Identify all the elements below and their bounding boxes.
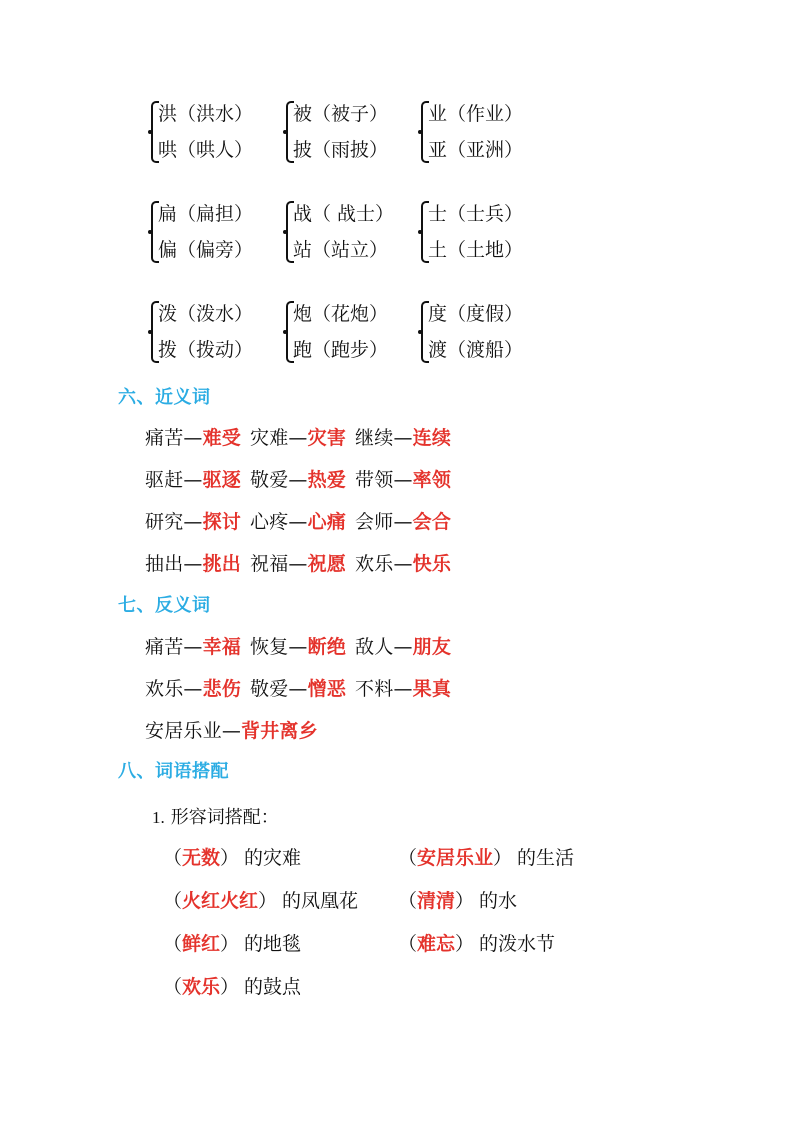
character-pairs-block: [148, 96, 708, 368]
pair-group-row: [148, 96, 708, 168]
pair-line-top: 泼（泼水）: [158, 303, 254, 325]
synonym-row: [145, 465, 451, 492]
collocation-close-paren: ）: [455, 890, 475, 912]
word-separator: —: [183, 469, 203, 491]
brace-icon: [148, 196, 157, 268]
pair-line-top: 洪（洪水）: [158, 103, 254, 125]
collocation-noun: 的鼓点: [244, 976, 302, 998]
pair-group: [148, 96, 283, 168]
word-base: 痛苦: [145, 427, 184, 449]
sub-item-label: 形容词搭配：: [170, 807, 279, 828]
pair-line-bottom: 亚（亚洲）: [428, 139, 524, 161]
brace-icon: [283, 196, 292, 268]
word-base: 心疼: [250, 511, 289, 533]
word-base: 欢乐: [355, 553, 394, 575]
word-answer: 背井离乡: [241, 720, 318, 742]
word-separator: —: [393, 469, 413, 491]
word-answer: 难受: [202, 427, 242, 449]
collocation-noun: 的生活: [517, 847, 575, 869]
collocation-close-paren: ）: [220, 847, 240, 869]
collocation-close-paren: ）: [493, 847, 513, 869]
brace-icon: [148, 96, 157, 168]
pair-line-bottom: 披（雨披）: [293, 139, 389, 161]
word-separator: —: [288, 636, 308, 658]
word-base: 不料: [355, 678, 394, 700]
word-separator: —: [183, 427, 203, 449]
word-pair: [250, 636, 346, 658]
collocation-item: [163, 972, 301, 999]
word-separator: —: [221, 720, 242, 742]
word-base: 驱赶: [145, 469, 184, 491]
word-pair: [145, 678, 241, 700]
word-answer: 幸福: [202, 636, 242, 658]
pair-line-bottom: 跑（跑步）: [293, 339, 389, 361]
pair-line-top: 业（作业）: [428, 103, 524, 125]
word-pair: [250, 678, 346, 700]
word-pair: [250, 511, 346, 533]
word-pair: [250, 553, 346, 575]
collocation-open-paren: （: [398, 890, 418, 912]
pair-group-row: [148, 196, 708, 268]
collocation-answer: 清清: [417, 890, 456, 912]
word-pair: [145, 469, 241, 491]
word-separator: —: [288, 678, 308, 700]
brace-icon: [283, 296, 292, 368]
pair-group: [418, 96, 553, 168]
pair-line-bottom: 偏（偏旁）: [158, 239, 254, 261]
pair-group: [148, 196, 283, 268]
pair-group: [283, 296, 418, 368]
pair-line-top: 炮（花炮）: [293, 303, 389, 325]
word-base: 敬爱: [250, 469, 289, 491]
word-base: 安居乐业: [145, 720, 222, 742]
word-separator: —: [393, 511, 413, 533]
pair-line-bottom: 土（土地）: [428, 239, 524, 261]
synonym-row: [145, 549, 451, 576]
word-answer: 率领: [412, 469, 452, 491]
pair-line-top: 战（ 战士）: [293, 203, 395, 225]
sub-item-adjective-collocation: [152, 803, 279, 829]
word-pair: [145, 720, 318, 742]
collocation-answer: 安居乐业: [417, 847, 494, 869]
collocation-item: [398, 886, 517, 913]
word-pair: [355, 469, 451, 491]
word-separator: —: [183, 553, 203, 575]
pair-group-row: [148, 296, 708, 368]
brace-icon: [283, 96, 292, 168]
word-base: 会师: [355, 511, 394, 533]
collocation-item: [163, 886, 358, 913]
collocation-item: [163, 929, 301, 956]
antonym-row: [145, 716, 318, 743]
word-base: 祝福: [250, 553, 289, 575]
word-answer: 快乐: [412, 553, 452, 575]
pair-line-bottom: 拨（拨动）: [158, 339, 254, 361]
word-pair: [355, 427, 451, 449]
section-heading-eight: 八、词语搭配: [118, 761, 229, 782]
word-base: 继续: [355, 427, 394, 449]
pair-group: [148, 296, 283, 368]
word-separator: —: [288, 427, 308, 449]
word-separator: —: [393, 553, 413, 575]
word-base: 研究: [145, 511, 184, 533]
word-separator: —: [393, 678, 413, 700]
word-base: 带领: [355, 469, 394, 491]
collocation-noun: 的泼水节: [479, 933, 556, 955]
brace-icon: [418, 296, 427, 368]
word-separator: —: [183, 511, 203, 533]
word-pair: [355, 511, 451, 533]
word-base: 痛苦: [145, 636, 184, 658]
word-answer: 朋友: [412, 636, 452, 658]
brace-icon: [148, 296, 157, 368]
word-separator: —: [288, 511, 308, 533]
word-pair: [145, 636, 241, 658]
pair-group: [418, 296, 553, 368]
word-answer: 连续: [412, 427, 452, 449]
word-pair: [355, 636, 451, 658]
brace-icon: [418, 96, 427, 168]
word-base: 欢乐: [145, 678, 184, 700]
collocation-close-paren: ）: [258, 890, 278, 912]
collocation-open-paren: （: [163, 933, 183, 955]
collocation-answer: 无数: [182, 847, 221, 869]
collocation-open-paren: （: [163, 847, 183, 869]
pair-line-top: 被（被子）: [293, 103, 389, 125]
word-answer: 憎恶: [307, 678, 347, 700]
word-base: 抽出: [145, 553, 184, 575]
word-answer: 热爱: [307, 469, 347, 491]
word-separator: —: [393, 636, 413, 658]
word-base: 恢复: [250, 636, 289, 658]
collocation-item: [398, 843, 574, 870]
collocation-open-paren: （: [398, 847, 418, 869]
collocation-noun: 的灾难: [244, 847, 302, 869]
collocation-answer: 火红火红: [182, 890, 259, 912]
word-separator: —: [183, 636, 203, 658]
collocation-noun: 的地毯: [244, 933, 302, 955]
collocation-noun: 的水: [479, 890, 518, 912]
word-separator: —: [288, 553, 308, 575]
word-answer: 悲伤: [202, 678, 242, 700]
pair-line-bottom: 渡（渡船）: [428, 339, 524, 361]
pair-line-bottom: 哄（哄人）: [158, 139, 254, 161]
brace-icon: [418, 196, 427, 268]
word-pair: [145, 427, 241, 449]
section-heading-seven: 七、反义词: [118, 595, 211, 616]
word-answer: 探讨: [202, 511, 242, 533]
word-separator: —: [393, 427, 413, 449]
word-base: 灾难: [250, 427, 289, 449]
collocation-item: [163, 843, 301, 870]
word-base: 敌人: [355, 636, 394, 658]
word-pair: [250, 469, 346, 491]
pair-group: [418, 196, 553, 268]
collocation-close-paren: ）: [220, 976, 240, 998]
word-answer: 心痛: [307, 511, 347, 533]
collocation-answer: 欢乐: [182, 976, 221, 998]
word-separator: —: [183, 678, 203, 700]
word-base: 敬爱: [250, 678, 289, 700]
collocation-open-paren: （: [163, 890, 183, 912]
synonym-row: [145, 423, 451, 450]
word-answer: 会合: [412, 511, 452, 533]
collocation-noun: 的凤凰花: [282, 890, 359, 912]
pair-line-top: 扁（扁担）: [158, 203, 254, 225]
word-answer: 挑出: [202, 553, 242, 575]
word-pair: [145, 511, 241, 533]
pair-line-bottom: 站（站立）: [293, 239, 389, 261]
word-answer: 果真: [412, 678, 452, 700]
collocation-close-paren: ）: [455, 933, 475, 955]
word-pair: [355, 553, 451, 575]
synonym-row: [145, 507, 451, 534]
collocation-answer: 难忘: [417, 933, 456, 955]
word-pair: [355, 678, 451, 700]
word-answer: 驱逐: [202, 469, 242, 491]
word-answer: 祝愿: [307, 553, 347, 575]
section-heading-six: 六、近义词: [118, 387, 211, 408]
antonym-row: [145, 674, 451, 701]
pair-line-top: 度（度假）: [428, 303, 524, 325]
collocation-close-paren: ）: [220, 933, 240, 955]
pair-line-top: 士（士兵）: [428, 203, 524, 225]
word-answer: 断绝: [307, 636, 347, 658]
pair-group: [283, 196, 418, 268]
collocation-open-paren: （: [398, 933, 418, 955]
word-pair: [250, 427, 346, 449]
word-answer: 灾害: [307, 427, 347, 449]
word-pair: [145, 553, 241, 575]
antonym-row: [145, 632, 451, 659]
word-separator: —: [288, 469, 308, 491]
collocation-item: [398, 929, 555, 956]
collocation-open-paren: （: [163, 976, 183, 998]
collocation-answer: 鲜红: [182, 933, 221, 955]
sub-item-number: 1.: [152, 808, 165, 827]
pair-group: [283, 96, 418, 168]
